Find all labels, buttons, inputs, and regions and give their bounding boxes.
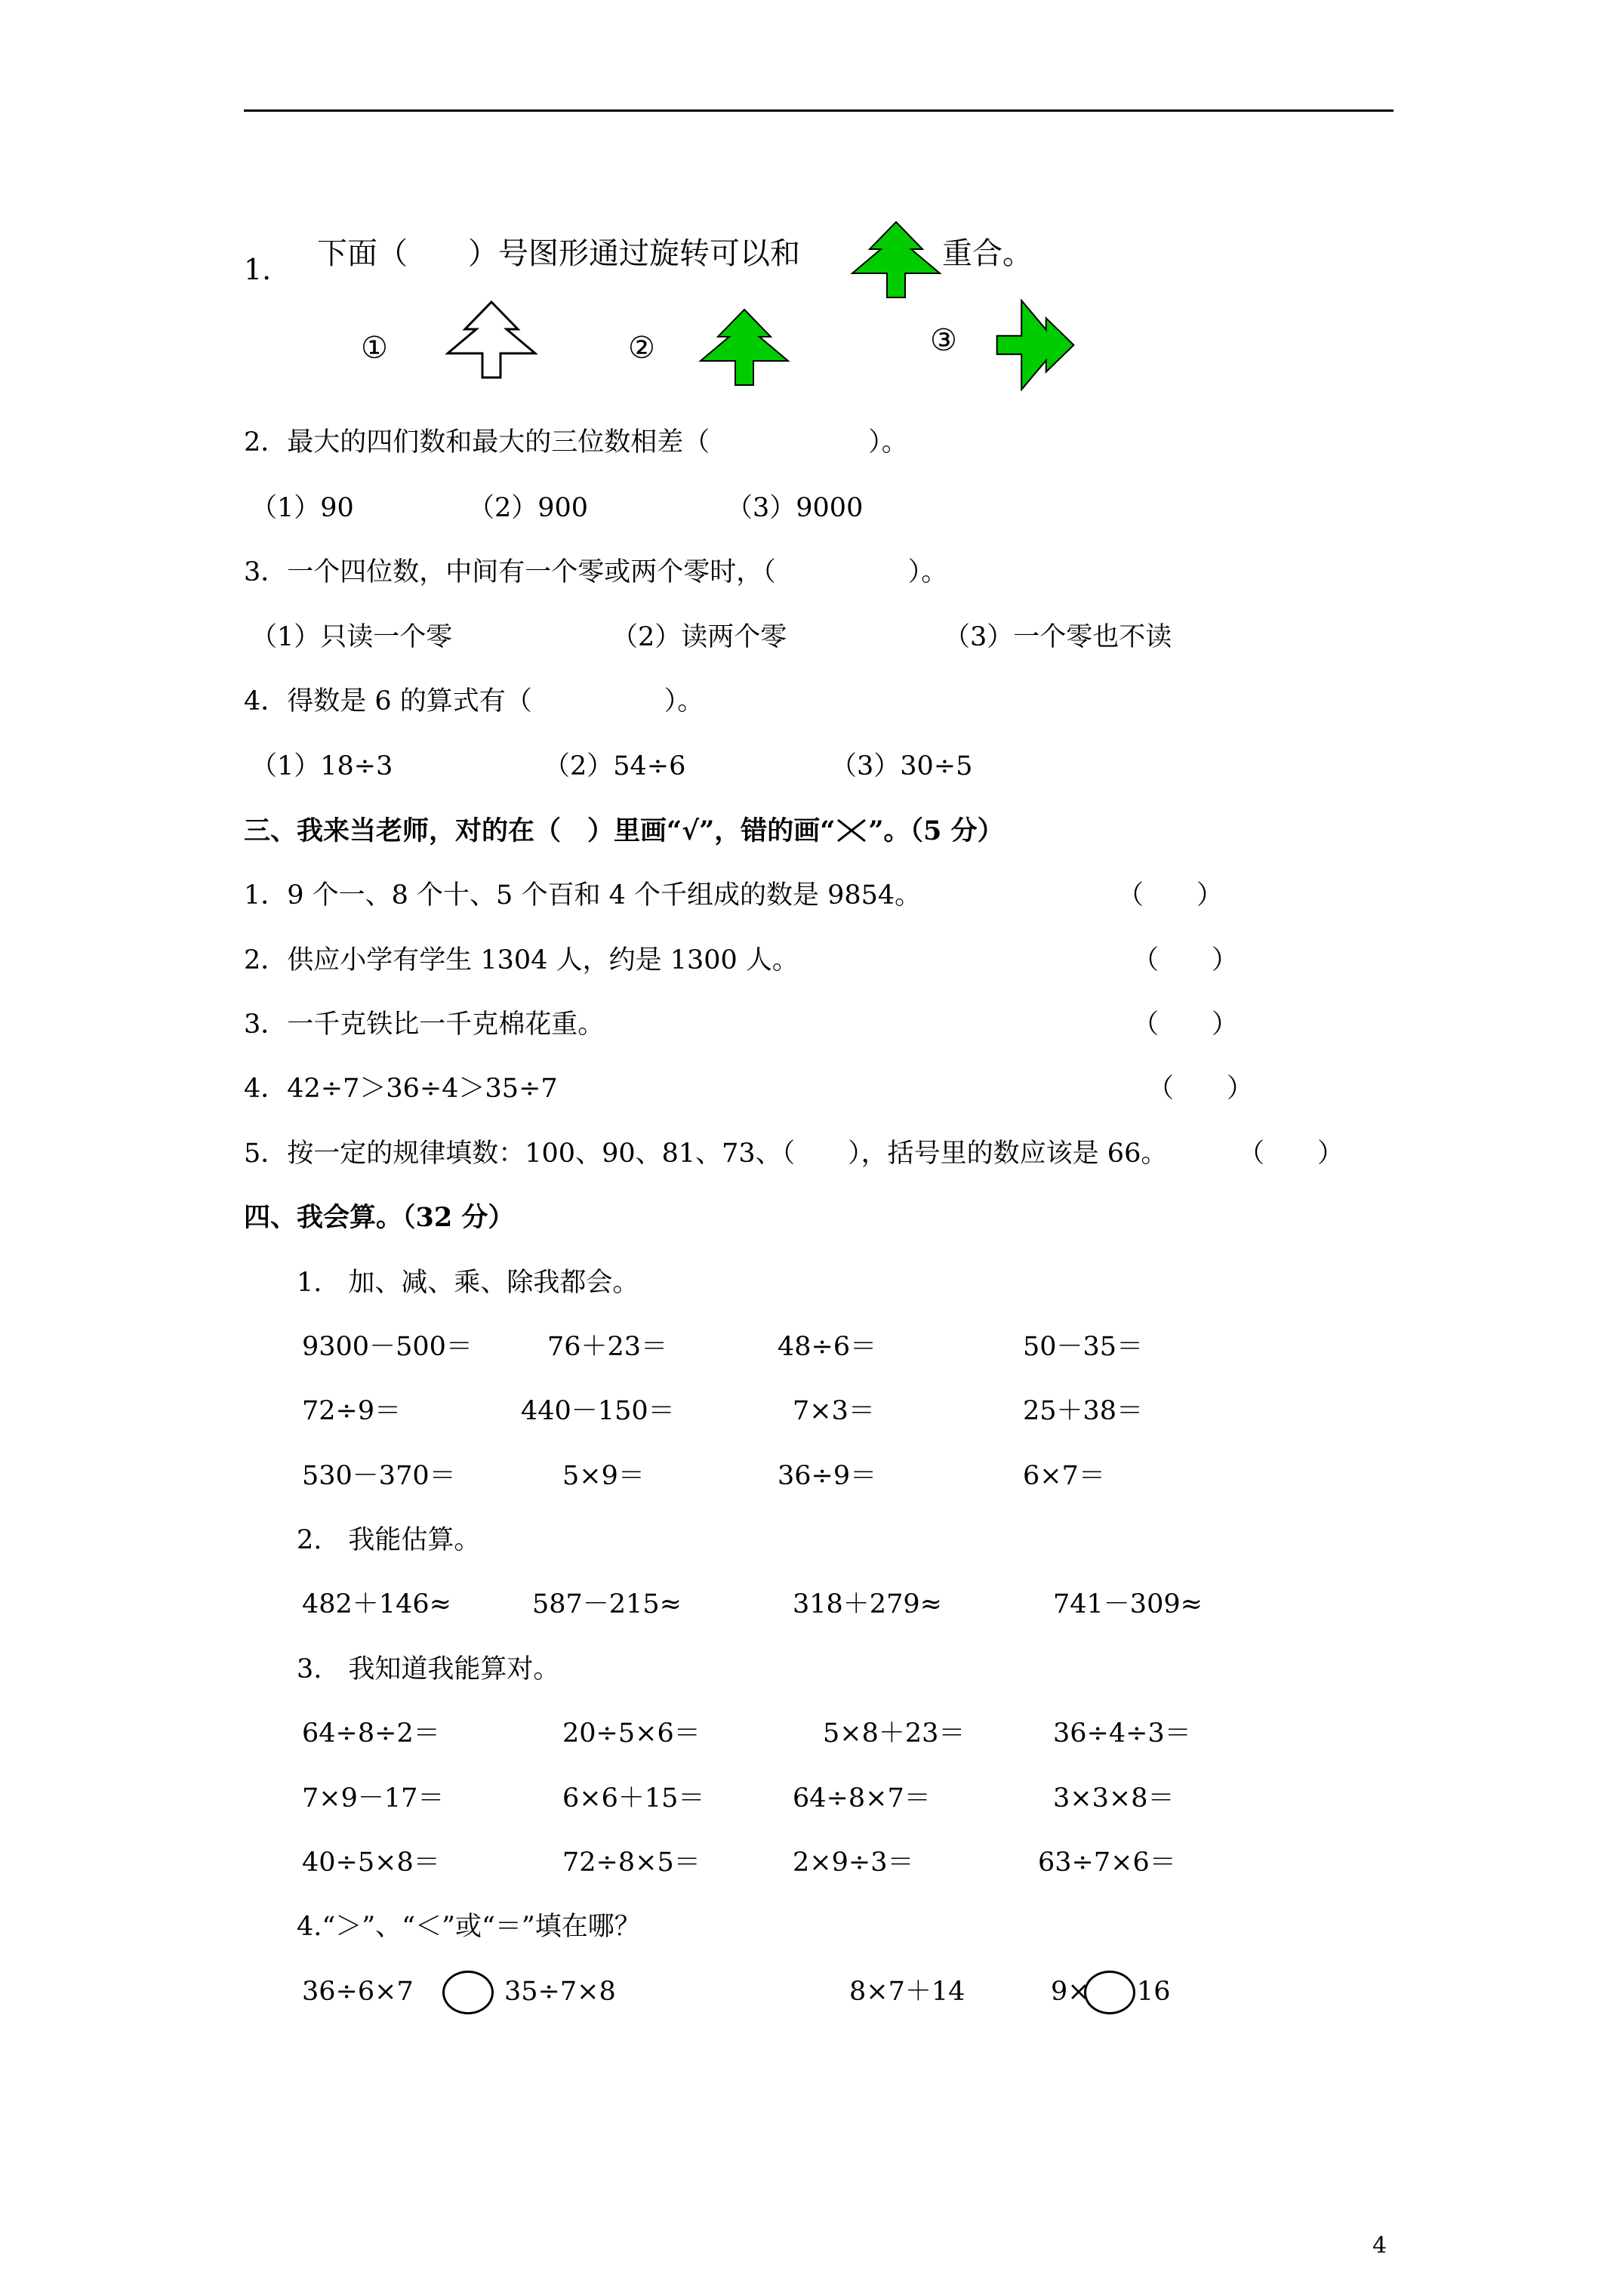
s3-item-5: 5．按一定的规律填数：100、90、81、73、（ ），括号里的数应该是 66。 — [244, 1139, 1168, 1169]
q2-option-2: （2）900 — [468, 493, 589, 523]
q1-option-1: ① — [361, 331, 388, 365]
compare-right-3: 16 — [1137, 1977, 1171, 2007]
calc-item: 6×6＋15＝ — [562, 1783, 705, 1814]
s4-sub1-heading: 1. 加、减、乘、除我都会。 — [297, 1268, 639, 1298]
calc-item: 50－35＝ — [1023, 1332, 1144, 1362]
calc-item: 7×3＝ — [793, 1396, 875, 1426]
section3-title-mid: ”，错的画“ — [699, 815, 836, 846]
q2-text: 2．最大的四们数和最大的三位数相差（ ）。 — [244, 427, 908, 458]
q4-option-2: （2）54÷6 — [544, 751, 686, 781]
s3-paren-4: （ ） — [1147, 1074, 1254, 1104]
q4-text: 4．得数是 6 的算式有（ ）。 — [244, 686, 704, 717]
q3-text: 3．一个四位数，中间有一个零或两个零时，（ ）。 — [244, 557, 948, 587]
s3-item-3: 3．一千克铁比一千克棉花重。 — [244, 1009, 605, 1040]
calc-item: 48÷6＝ — [778, 1332, 877, 1362]
s3-item-1: 1．9 个一、8 个十、5 个百和 4 个千组成的数是 9854。 — [244, 880, 922, 911]
green-tree-icon — [698, 308, 790, 387]
s4-sub3-heading: 3. 我知道我能算对。 — [297, 1654, 560, 1684]
compare-circle-1[interactable] — [442, 1971, 494, 2014]
calc-item: 64÷8÷2＝ — [302, 1718, 440, 1749]
estimate-item: 482＋146≈ — [302, 1589, 451, 1620]
s3-paren-3: （ ） — [1132, 1009, 1239, 1040]
s4-sub4-heading: 4.“＞”、“＜”或“＝”填在哪？ — [297, 1912, 641, 1942]
s4-sub2-heading: 2. 我能估算。 — [297, 1525, 481, 1555]
s3-paren-2: （ ） — [1132, 945, 1239, 975]
calc-item: 72÷9＝ — [302, 1396, 402, 1426]
calc-item: 2×9÷3＝ — [793, 1848, 914, 1878]
compare-left-2: 8×7＋14 — [849, 1977, 965, 2007]
compare-circle-2[interactable] — [1084, 1971, 1135, 2014]
calc-item: 440－150＝ — [521, 1396, 675, 1426]
calc-item: 5×9＝ — [562, 1461, 645, 1491]
calc-item: 76＋23＝ — [547, 1332, 668, 1362]
green-tree-rotated-icon — [993, 299, 1076, 391]
compare-right-1: 35÷7×8 — [504, 1977, 616, 2007]
q1-option-2: ② — [628, 331, 655, 365]
section4-title: 四、我会算。（32 分） — [244, 1202, 515, 1233]
estimate-item: 741－309≈ — [1053, 1589, 1203, 1620]
calc-item: 25＋38＝ — [1023, 1396, 1144, 1426]
estimate-item: 318＋279≈ — [793, 1589, 942, 1620]
outline-tree-icon — [445, 300, 537, 380]
q4-option-3: （3）30÷5 — [830, 751, 973, 781]
calc-item: 7×9－17＝ — [302, 1783, 445, 1814]
s3-paren-1: （ ） — [1117, 880, 1224, 911]
calc-item: 530－370＝ — [302, 1461, 456, 1491]
calc-item: 3×3×8＝ — [1053, 1783, 1175, 1814]
q1-text-after: 重合。 — [942, 236, 1033, 271]
q1-number: 1. — [244, 253, 272, 286]
section3-title — [244, 815, 1004, 847]
q3-option-1: （1）只读一个零 — [251, 622, 453, 652]
q2-option-1: （1）90 — [251, 493, 354, 523]
calc-item: 6×7＝ — [1023, 1461, 1105, 1491]
q1-text-before: 下面（ ）号图形通过旋转可以和 — [317, 236, 800, 271]
page-number: 4 — [1372, 2233, 1387, 2259]
calc-item: 36÷9＝ — [778, 1461, 877, 1491]
header-rule — [244, 109, 1394, 112]
q3-option-3: （3）一个零也不读 — [944, 622, 1172, 652]
compare-left-3: 9× — [1051, 1977, 1090, 2007]
calc-item: 36÷4÷3＝ — [1053, 1718, 1191, 1749]
calc-item: 72÷8×5＝ — [562, 1848, 701, 1878]
green-tree-icon — [850, 220, 942, 300]
q3-option-2: （2）读两个零 — [611, 622, 787, 652]
section3-title-after: ”。（5 分） — [868, 815, 1004, 846]
section3-title-before: 三、我来当老师，对的在（ ）里画“ — [244, 815, 682, 846]
q1-option-3: ③ — [930, 323, 957, 358]
calc-item: 64÷8×7＝ — [793, 1783, 931, 1814]
calc-item: 5×8＋23＝ — [823, 1718, 965, 1749]
calc-item: 20÷5×6＝ — [562, 1718, 701, 1749]
calc-item: 9300－500＝ — [302, 1332, 473, 1362]
s3-item-2: 2．供应小学有学生 1304 人，约是 1300 人。 — [244, 945, 799, 975]
s3-item-4: 4．42÷7＞36÷4＞35÷7 — [244, 1074, 558, 1104]
calc-item: 40÷5×8＝ — [302, 1848, 440, 1878]
cross-mark-icon — [835, 817, 868, 844]
calc-item: 63÷7×6＝ — [1038, 1848, 1176, 1878]
s3-paren-5: （ ） — [1238, 1139, 1344, 1169]
q2-option-3: （3）9000 — [726, 493, 864, 523]
compare-left-1: 36÷6×7 — [302, 1977, 414, 2007]
estimate-item: 587－215≈ — [532, 1589, 682, 1620]
check-mark: √ — [682, 815, 700, 846]
q4-option-1: （1）18÷3 — [251, 751, 393, 781]
